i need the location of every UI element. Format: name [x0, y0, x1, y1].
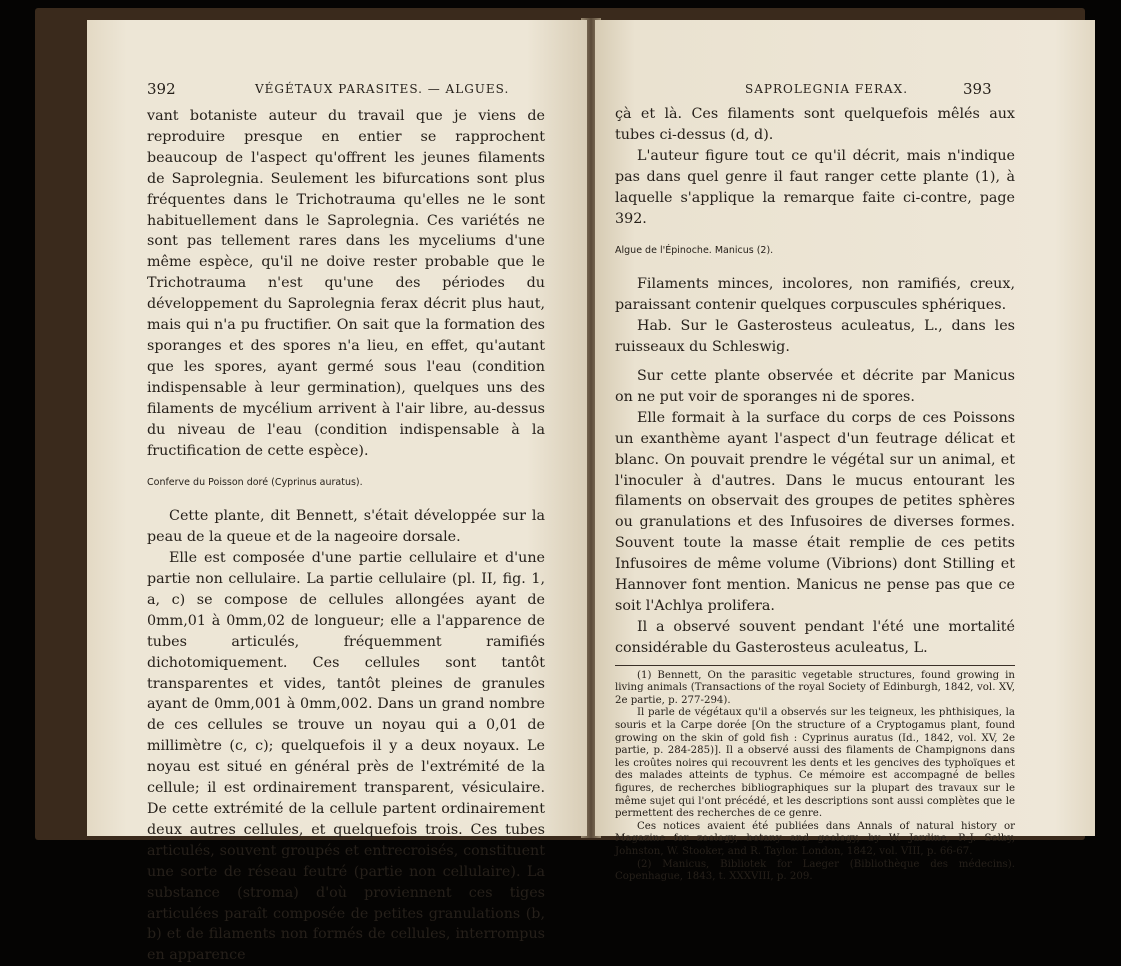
page-number: 392 — [147, 80, 176, 98]
running-head: VÉGÉTAUX PARASITES. — ALGUES. — [255, 82, 510, 96]
paragraph: çà et là. Ces filaments sont quelquefois mêlés aux tubes ci-dessus (d, d). — [615, 106, 1015, 143]
book-spread — [35, 8, 1085, 964]
footnote: Ces notices avaient été publiées dans Annals of natural history or Magazine for zoology, botany and geology, by W. Jardine, P.-J. Selby, Johnston, W. Stooker, and R. Taylor. London, 1842, vol. VIII, p. 66-67. — [615, 820, 1015, 857]
paragraph: vant botaniste auteur du travail que je viens de reproduire presque en entier se rapprochent beaucoup de l'aspect qu'offrent les jeunes filaments de Saprolegnia. Seulement les bifurcations sont plus fréquentes dans le Trichotrauma qu'elles ne le sont habituellement dans le Saprolegnia. Ces variétés ne sont pas tellement rares dans les myceliums d'une même espèce, qu'il ne doive rester probable que le Trichotrauma n'est qu'une des périodes du développement du Saprolegnia ferax décrit plus haut, mais qui n'a pu fructifier. On sait que la formation des sporanges et des spores n'a lieu, en effet, qu'autant que les spores, ayant germé sous l'eau (condition indispensable à leur germination), quelques uns des filaments de mycélium arrivent à l'air libre, au-dessus du niveau de l'eau (condition indispensable à la fructification de cette espèce). — [147, 108, 545, 459]
paragraph: Filaments minces, incolores, non ramifiés, creux, paraissant contenir quelques corpuscules sphériques. — [615, 276, 1015, 314]
figure-caption: Algue de l'Épinoche. Manicus (2). — [615, 245, 774, 257]
paragraph: Sur cette plante observée et décrite par Manicus on ne put voir de sporanges ni de spores. — [615, 367, 1015, 405]
paragraph: L'auteur figure tout ce qu'il décrit, mais n'indique pas dans quel genre il faut ranger cette plante (1), à laquelle s'applique la remarque faite ci-contre, page 392. — [615, 147, 1015, 227]
footnote: (2) Manicus, Bibliotek for Laeger (Bibliothèque des médecins). Copenhague, 1843, t. XXXVIII, p. 209. — [615, 858, 1015, 883]
footnotes — [615, 670, 1015, 884]
left-page — [87, 20, 587, 964]
left-text-block — [147, 106, 545, 966]
right-page — [595, 20, 1095, 883]
paragraph: Il a observé souvent pendant l'été une mortalité considérable du Gasterosteus aculeatus, L. — [615, 618, 1015, 656]
paragraph: Cette plante, dit Bennett, s'était développée sur la peau de la queue et de la nageoire dorsale. — [147, 508, 545, 546]
running-head: SAPROLEGNIA FERAX. — [745, 82, 909, 96]
paragraph: Elle est composée d'une partie cellulaire et d'une partie non cellulaire. La partie cellulaire (pl. II, fig. 1, a, c) se compose de cellules allongées ayant de 0mm,01 à 0mm,02 de longueur; elle a l'apparence de tubes articulés, fréquemment ramifiés dichotomiquement. Ces cellules sont tantôt transparentes et vides, tantôt pleines de granules ayant de 0mm,001 à 0mm,002. Dans un grand nombre de ces cellules se trouve un noyau qui a 0,01 de millimètre (c, c); quelquefois il y a deux noyaux. Le noyau est situé en général près de l'extrémité de la cellule; il est ordinairement transparent, vésiculaire. De cette extrémité de la cellule partent ordinairement deux autres cellules, et quelquefois trois. Ces tubes articulés, souvent groupés et entrecroisés, constituent une sorte de réseau feutré (partie non cellulaire). La substance (stroma) d'où proviennent ces tiges articulées paraît composée de petites granulations (b, b) et de filaments non formés de cellules, interrompus en apparence — [147, 550, 545, 964]
footnote: (1) Bennett, On the parasitic vegetable structures, found growing in living animals (Transactions of the royal Society of Edinburgh, 1842, vol. XV, 2e partie, p. 277-294). — [615, 669, 1015, 706]
right-text-block — [615, 104, 1015, 884]
paragraph: Hab. Sur le Gasterosteus aculeatus, L., dans les ruisseaux du Schleswig. — [615, 318, 1015, 356]
footnote: Il parle de végétaux qu'il a observés sur les teigneux, les phthisiques, la souris et la Carpe dorée [On the structure of a Cryptogamus plant, found growing on the skin of gold fish : Cyprinus auratus (Id., 1842, vol. XV, 2e partie, p. 284-285)]. Il a observé aussi des filaments de Champignons dans les croûtes noires qui recouvrent les dents et les gencives des typhoïques et des malades atteints de typhus. Ce mémoire est accompagné de belles figures, de recherches bibliographiques sur la plupart des travaux sur le même sujet qui l'ont précédé, et les descriptions sont aussi complètes que le permettent des recherches de ce genre. — [615, 707, 1015, 820]
footnote-divider — [615, 665, 1015, 666]
page-number: 393 — [963, 80, 992, 98]
paragraph: Elle formait à la surface du corps de ces Poissons un exanthème ayant l'aspect d'un feutrage délicat et blanc. On pouvait prendre le végétal sur un animal, et l'inoculer à d'autres. Dans le mucus entourant les filaments on observait des groupes de petites sphères ou granulations et des Infusoires de diverses formes. Souvent toute la masse était remplie de ces petits Infusoires de même volume (Vibrions) dont Stilling et Hannover font mention. Manicus ne pense pas que ce soit l'Achlya prolifera. — [615, 409, 1015, 614]
figure-caption: Conferve du Poisson doré (Cyprinus auratus). — [147, 477, 363, 489]
